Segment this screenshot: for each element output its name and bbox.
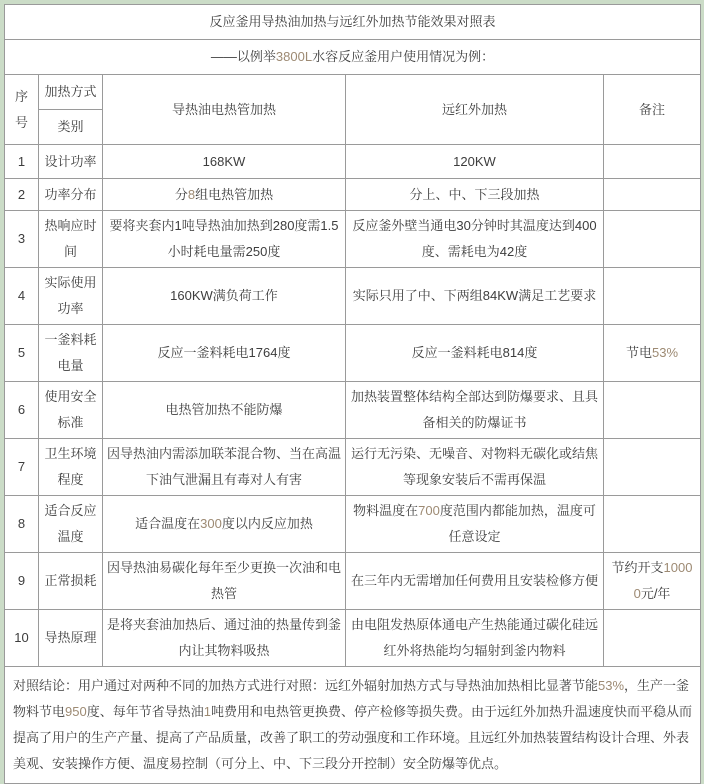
row-9-ir: 在三年内无需增加任何费用且安装检修方便 (346, 553, 604, 610)
row-9-remark: 节约开支10000元/年 (604, 553, 701, 610)
highlighted-number: 1 (203, 704, 211, 719)
row-5-serial: 5 (5, 325, 39, 382)
row-7-ir: 运行无污染、无噪音、对物料无碳化或结焦等现象安装后不需再保温 (346, 439, 604, 496)
table-row (5, 496, 701, 553)
header-col-oil-heating: 导热油电热管加热 (103, 75, 346, 145)
row-10-remark (604, 610, 701, 667)
row-9-serial: 9 (5, 553, 39, 610)
row-8-ir: 物料温度在700度范围内都能加热，温度可任意设定 (346, 496, 604, 553)
header-col-category: 类别 (39, 110, 103, 145)
table-row (5, 268, 701, 325)
table-row (5, 610, 701, 667)
table-row (5, 382, 701, 439)
highlighted-number: 700 (418, 503, 440, 518)
row-1-serial: 1 (5, 145, 39, 179)
comparison-table (4, 4, 701, 784)
highlighted-number: 300 (200, 516, 222, 531)
row-8-remark (604, 496, 701, 553)
row-3-remark (604, 211, 701, 268)
row-2-ir: 分上、中、下三段加热 (346, 179, 604, 211)
row-1-item: 设计功率 (39, 145, 103, 179)
highlighted-number: 53% (598, 678, 625, 693)
highlighted-number: 3800L (275, 49, 313, 64)
conclusion-row (5, 667, 701, 784)
table-row (5, 145, 701, 179)
row-7-item: 卫生环境程度 (39, 439, 103, 496)
table-row (5, 439, 701, 496)
header-col-heating-method: 加热方式 (39, 75, 103, 110)
row-5-oil: 反应一釜料耗电1764度 (103, 325, 346, 382)
header-col-serial: 序号 (5, 75, 39, 145)
table-row (5, 211, 701, 268)
row-2-item: 功率分布 (39, 179, 103, 211)
row-3-ir: 反应釜外壁当通电30分钟时其温度达到400度、需耗电为42度 (346, 211, 604, 268)
row-7-oil: 因导热油内需添加联苯混合物、当在高温下油气泄漏且有毒对人有害 (103, 439, 346, 496)
row-4-oil: 160KW满负荷工作 (103, 268, 346, 325)
row-8-oil: 适合温度在300度以内反应加热 (103, 496, 346, 553)
table-row (5, 179, 701, 211)
row-6-oil: 电热管加热不能防爆 (103, 382, 346, 439)
row-6-ir: 加热装置整体结构全部达到防爆要求、且具备相关的防爆证书 (346, 382, 604, 439)
table-row (5, 325, 701, 382)
row-1-oil: 168KW (103, 145, 346, 179)
conclusion-text: 对照结论：用户通过对两种不同的加热方式进行对照：远红外辐射加热方式与导热油加热相比显著节能53%，生产一釜物料节电950度、每年节省导热油1吨费用和电热管更换费、停产检修等损失费。由于远红外加热升温速度快而平稳从而提高了用户的生产产量、提高了产品质量，改善了职工的劳动强度和工作环境。且远红外加热装置结构设计合理、外表美观、安装操作方便、温度易控制（可分上、中、下三段分开控制）安全防爆等优点。 (5, 667, 701, 784)
row-9-oil: 因导热油易碳化每年至少更换一次油和电热管 (103, 553, 346, 610)
row-6-serial: 6 (5, 382, 39, 439)
row-5-item: 一釜料耗电量 (39, 325, 103, 382)
row-10-item: 导热原理 (39, 610, 103, 667)
row-1-ir: 120KW (346, 145, 604, 179)
header-col-infrared-heating: 远红外加热 (346, 75, 604, 145)
row-3-oil: 要将夹套内1吨导热油加热到280度需1.5小时耗电量需250度 (103, 211, 346, 268)
highlighted-number: 53% (652, 345, 679, 360)
title-row (5, 5, 701, 40)
row-4-serial: 4 (5, 268, 39, 325)
row-7-serial: 7 (5, 439, 39, 496)
row-10-oil: 是将夹套油加热后、通过油的热量传到釜内让其物料吸热 (103, 610, 346, 667)
row-5-ir: 反应一釜料耗电814度 (346, 325, 604, 382)
highlighted-number: 950 (65, 704, 87, 719)
subtitle-row (5, 40, 701, 75)
row-3-serial: 3 (5, 211, 39, 268)
row-2-remark (604, 179, 701, 211)
table-subtitle: ——以例举3800L水容反应釜用户使用情况为例： (5, 40, 701, 75)
row-9-item: 正常损耗 (39, 553, 103, 610)
table-title: 反应釜用导热油加热与远红外加热节能效果对照表 (5, 5, 701, 40)
row-4-item: 实际使用功率 (39, 268, 103, 325)
row-3-item: 热响应时间 (39, 211, 103, 268)
highlighted-number: 8 (187, 186, 196, 202)
row-8-item: 适合反应温度 (39, 496, 103, 553)
row-5-remark: 节电53% (604, 325, 701, 382)
row-7-remark (604, 439, 701, 496)
row-8-serial: 8 (5, 496, 39, 553)
row-6-item: 使用安全标准 (39, 382, 103, 439)
table-row (5, 553, 701, 610)
header-row-top (5, 75, 701, 110)
row-4-remark (604, 268, 701, 325)
row-2-serial: 2 (5, 179, 39, 211)
row-10-serial: 10 (5, 610, 39, 667)
row-6-remark (604, 382, 701, 439)
row-10-ir: 由电阻发热原体通电产生热能通过碳化硅远红外将热能均匀辐射到釜内物料 (346, 610, 604, 667)
header-col-remark: 备注 (604, 75, 701, 145)
row-4-ir: 实际只用了中、下两组84KW满足工艺要求 (346, 268, 604, 325)
highlighted-number: 10000 (633, 560, 693, 601)
row-1-remark (604, 145, 701, 179)
row-2-oil: 分8组电热管加热 (103, 179, 346, 211)
